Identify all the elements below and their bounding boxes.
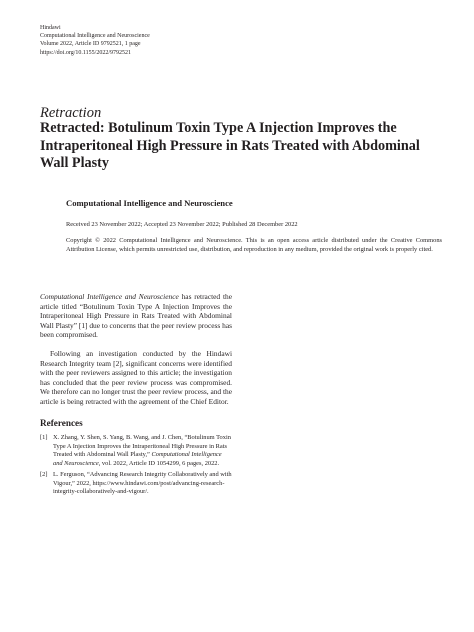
article-type: Retraction: [40, 105, 102, 121]
retraction-body: [40, 292, 232, 407]
body-paragraph-1: [40, 292, 232, 340]
masthead: [40, 24, 150, 57]
doi-link[interactable]: https://doi.org/10.1155/2022/9792521: [40, 49, 132, 56]
volume-info: Volume 2022, Article ID 9792521, 1 page: [40, 41, 141, 48]
reference-text: [53, 434, 232, 468]
reference-text[interactable]: L. Ferguson, “Advancing Research Integrity Collaboratively and with Vigour,” 2022, https://www.hindawi.com/post/advancing-research-integrity-collaboratively-and-vigour/.: [53, 471, 232, 495]
reference-number: [2]: [40, 471, 48, 478]
body-paragraph-2: Following an investigation conducted by the Hindawi Research Integrity team [2], significant concerns were identified with the peer reviewers assigned to this article; the investigation has concluded that the peer review process was compromised. We therefore can no longer trust the peer review process, and the article is being retracted with the agreement of the Chief Editor.: [40, 348, 232, 406]
body-journal-name: Computational Intelligence and Neuroscience: [40, 292, 179, 301]
reference-number: [1]: [40, 434, 48, 441]
publication-dates: Received 23 November 2022; Accepted 23 November 2022; Published 28 December 2022: [66, 221, 298, 228]
article-author: Computational Intelligence and Neuroscience: [66, 198, 233, 208]
copyright-notice: Copyright © 2022 Computational Intelligence and Neuroscience. This is an open access article distributed under the Creative Commons Attribution License, which permits unrestricted use, distribution, and reproduction in any medium, provided the original work is properly cited.: [66, 237, 442, 253]
reference-item: [40, 471, 232, 497]
reference-item: [40, 434, 232, 468]
references-heading: References: [40, 418, 83, 428]
journal-name: Computational Intelligence and Neuroscience: [40, 33, 150, 40]
reference-journal: Computational Intelligence and Neuroscience: [53, 451, 222, 467]
body-paragraph-1-text: has retracted the article titled “Botulinum Toxin Type A Injection Improves the Intraperitoneal High Pressure in Rats Treated with Abdominal Wall Plasty” [1] due to concerns that the peer review process has been compromised.: [40, 292, 232, 340]
publisher-name: Hindawi: [40, 25, 61, 31]
references-list: [40, 434, 232, 500]
reference-citation: X. Zhang, Y. Shen, S. Yang, B. Wang, and J. Chen, “Botulinum Toxin Type A Injection Improves the Intraperitoneal High Pressure in Rats Treated with Abdominal Wall Plasty,”: [53, 434, 231, 458]
reference-details: , vol. 2022, Article ID 1054299, 6 pages, 2022.: [98, 459, 220, 467]
article-title: Retracted: Botulinum Toxin Type A Injection Improves the Intraperitoneal High Pressure in Rats Treated with Abdominal Wall Plasty: [40, 120, 420, 172]
